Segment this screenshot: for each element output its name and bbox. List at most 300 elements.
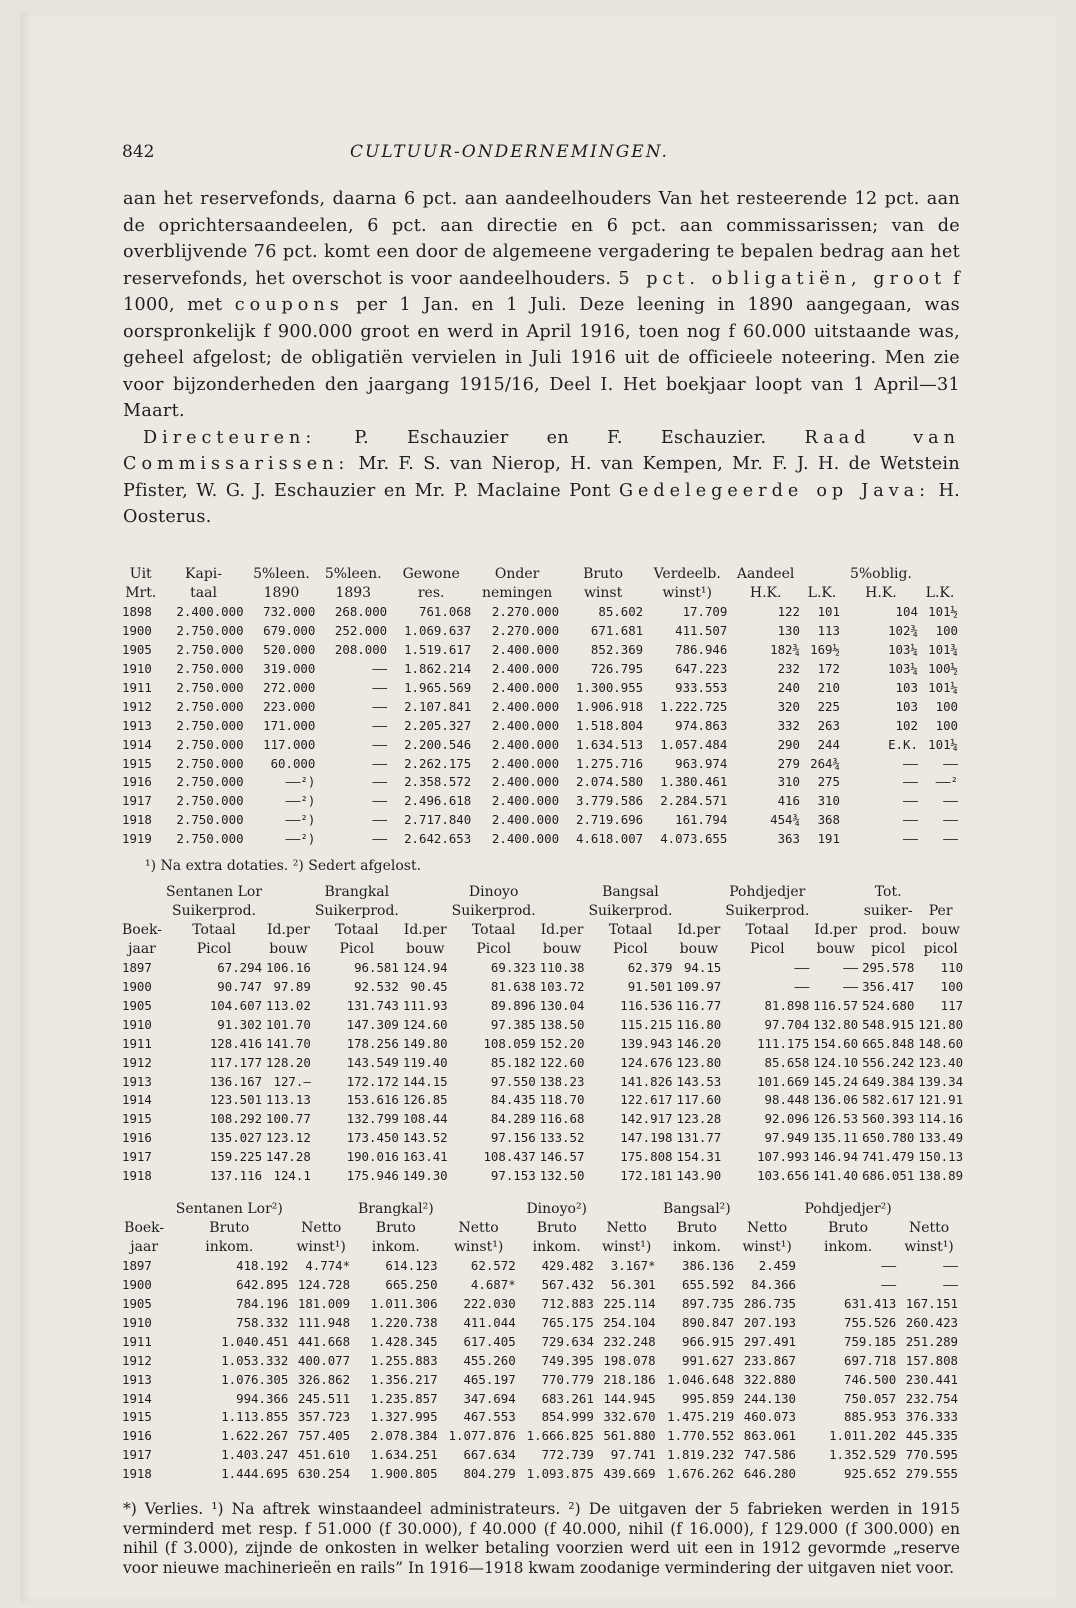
table-cell: 2.400.000 <box>491 698 560 714</box>
table-cell: 84.366 <box>751 1276 796 1292</box>
table-cell: 127.— <box>273 1073 311 1089</box>
table-cell: 108.059 <box>483 1035 536 1051</box>
table-cell: 143.52 <box>402 1130 448 1146</box>
table-cell: —— <box>881 1276 897 1292</box>
table-cell: 411.044 <box>463 1314 516 1330</box>
header-cell: jaar <box>128 940 156 957</box>
table-cell: 122.617 <box>620 1092 673 1108</box>
header-cell: Kapi- <box>185 566 223 582</box>
table-cell: —— <box>943 793 958 809</box>
table-cell: —— <box>881 1257 897 1273</box>
table-row <box>120 603 960 622</box>
body-text <box>123 186 960 531</box>
header-cell: H.K. <box>865 584 897 601</box>
table-cell: 1.819.232 <box>667 1447 735 1463</box>
table-cell: 101.669 <box>757 1073 810 1089</box>
table-cell: 143.549 <box>346 1054 399 1070</box>
table-cell: 376.333 <box>905 1409 958 1425</box>
table-cell: 416 <box>777 793 800 809</box>
table-cell: 319.000 <box>263 660 316 676</box>
table-cell: 113.13 <box>266 1092 311 1108</box>
paragraph-management <box>123 425 960 531</box>
table-cell: 232.754 <box>905 1390 958 1406</box>
table-cell: —— <box>794 978 810 994</box>
table-cell: 104 <box>895 603 918 619</box>
table-cell: 62.572 <box>470 1257 516 1273</box>
table-cell: 102¾ <box>888 622 918 638</box>
table-cell: 2.400.000 <box>491 660 560 676</box>
table-cell: 2.270.000 <box>491 603 560 619</box>
table-cell: 225.114 <box>603 1295 656 1311</box>
table-cell: 272.000 <box>263 679 316 695</box>
table-cell: 113.02 <box>266 997 311 1013</box>
table-row <box>120 1371 960 1390</box>
table-cell: 92.532 <box>354 978 399 994</box>
table-cell: 1911 <box>122 1035 152 1051</box>
table-cell: 101½ <box>928 603 958 619</box>
table-cell: ——² <box>935 774 958 790</box>
table-cell: 17.709 <box>682 603 728 619</box>
table-cell: 122.60 <box>539 1054 585 1070</box>
table-cell: 2.400.000 <box>491 717 560 733</box>
text-obligations: 5 pct. obligatiën, groot <box>618 268 947 289</box>
table-cell: 218.186 <box>603 1371 656 1387</box>
table-cell: 991.627 <box>682 1352 735 1368</box>
table-row <box>120 660 960 679</box>
table-cell: 1.403.247 <box>221 1447 289 1463</box>
table-cell: 761.068 <box>418 603 472 619</box>
table-cell: 2.358.572 <box>404 774 472 790</box>
table-cell: 178.256 <box>346 1035 399 1051</box>
table-cell: 326.862 <box>297 1371 351 1387</box>
table-cell: 111.948 <box>297 1314 351 1330</box>
table-cell: 260.423 <box>905 1314 958 1330</box>
page-number: 842 <box>122 142 155 162</box>
table-cell: 1913 <box>122 717 152 733</box>
table-cell: 1897 <box>122 1257 152 1273</box>
table-cell: 123.12 <box>266 1130 311 1146</box>
header-cell: Netto <box>301 1219 342 1236</box>
table-cell: 116.68 <box>539 1111 585 1127</box>
table-cell: 62.379 <box>627 959 673 975</box>
table-cell: 1912 <box>122 698 152 714</box>
table-cell: ——²) <box>285 831 316 847</box>
table-cell: 650.780 <box>862 1130 915 1146</box>
table-cell: E.K. <box>888 736 918 752</box>
table-cell: —— <box>372 698 388 714</box>
table-cell: 667.634 <box>463 1447 516 1463</box>
table-cell: 135.027 <box>209 1130 263 1146</box>
table-cell: 84.435 <box>490 1092 536 1108</box>
table-cell: 1912 <box>122 1352 152 1368</box>
table-row <box>120 1314 960 1333</box>
table-cell: 995.859 <box>682 1390 735 1406</box>
header-cell: Mrt. <box>125 584 157 601</box>
table-cell: 92.096 <box>764 1111 810 1127</box>
table-cell: 2.400.000 <box>491 812 560 828</box>
table-cell: 279 <box>777 755 800 771</box>
table-cell: 1.906.918 <box>576 698 644 714</box>
table-cell: 1.093.875 <box>526 1466 594 1482</box>
header-cell <box>401 883 450 902</box>
table-cell: 765.175 <box>541 1314 594 1330</box>
table-cell: 2.400.000 <box>491 793 560 809</box>
table-cell: 4.618.007 <box>576 831 644 847</box>
table-cell: 124.10 <box>813 1054 859 1070</box>
table-cell: 254.104 <box>603 1314 656 1330</box>
table-cell: 147.309 <box>346 1016 399 1032</box>
table-cell: 712.883 <box>541 1295 594 1311</box>
table-cell: 149.80 <box>402 1035 448 1051</box>
table-cell: 268.000 <box>334 603 388 619</box>
header-cell: L.K. <box>807 584 837 601</box>
table-cell: 144.945 <box>603 1390 656 1406</box>
table-cell: 741.479 <box>862 1149 915 1165</box>
table-cell: 332 <box>777 717 800 733</box>
table-cell: 223.000 <box>263 698 316 714</box>
header-cell: bouw <box>816 940 855 957</box>
table-cell: —— <box>372 812 388 828</box>
table-cell: 97.156 <box>490 1130 536 1146</box>
header-cell: picol <box>871 940 906 957</box>
table-cell: —— <box>372 679 388 695</box>
header-cell: Id.per <box>814 921 858 938</box>
table-cell: 108.437 <box>483 1149 536 1165</box>
table-cell: 726.795 <box>590 660 644 676</box>
header-cell: Id.per <box>403 921 447 938</box>
table-cell: 1.622.267 <box>221 1428 289 1444</box>
table-cell: —— <box>943 812 958 828</box>
table-cell: 332.670 <box>603 1409 656 1425</box>
header-cell: Gewone <box>402 566 460 582</box>
table-cell: 100 <box>935 698 958 714</box>
header-cell: Bruto <box>583 566 624 582</box>
table-cell: 582.617 <box>862 1092 915 1108</box>
table-cell: —— <box>372 774 388 790</box>
table-cell: 133.52 <box>539 1130 585 1146</box>
header-cell: Suikerprod. <box>314 902 399 919</box>
table-cell: 697.718 <box>843 1352 897 1368</box>
table-cell: 679.000 <box>263 622 316 638</box>
table-cell: 172.181 <box>620 1168 673 1184</box>
table-cell: 154.60 <box>813 1035 859 1051</box>
table-row <box>120 830 960 849</box>
table-cell: 100 <box>935 622 958 638</box>
table-cell: 1917 <box>122 793 152 809</box>
header-cell: inkom. <box>532 1238 581 1255</box>
table-row <box>120 1257 960 1276</box>
header-cell: Bangsal <box>602 884 659 900</box>
header-cell: bouw <box>542 940 582 957</box>
table-cell: —— <box>794 959 810 975</box>
table-cell: 98.448 <box>764 1092 810 1108</box>
table-cell: 1.235.857 <box>370 1390 438 1406</box>
table-cell: 101¼ <box>928 679 958 695</box>
table-cell: —— <box>372 755 388 771</box>
table-cell: 2.074.580 <box>576 774 644 790</box>
table-cell: 81.638 <box>490 978 536 994</box>
header-cell: Sentanen Lor <box>165 884 263 900</box>
header-cell <box>596 1200 658 1219</box>
table-cell: 786.946 <box>675 641 728 657</box>
header-cell: res. <box>417 584 445 601</box>
table-cell: 132.50 <box>539 1168 585 1184</box>
header-cell <box>538 883 587 902</box>
table-row <box>120 1054 965 1073</box>
table-cell: —— <box>943 1257 958 1273</box>
table-cell: 520.000 <box>263 641 316 657</box>
header-cell: 5%leen. <box>324 566 382 582</box>
table-cell: 191 <box>817 831 840 847</box>
table-cell: 966.915 <box>682 1333 735 1349</box>
table-row <box>120 1333 960 1352</box>
table-cell: ——²) <box>285 793 316 809</box>
table-cell: 320 <box>777 698 800 714</box>
table-cell: 139.943 <box>620 1035 673 1051</box>
table-cell: 126.53 <box>813 1111 859 1127</box>
table-cell: 1.076.305 <box>221 1371 289 1387</box>
table-cell: 2.719.696 <box>576 812 644 828</box>
table-cell: 100.77 <box>266 1111 311 1127</box>
table-cell: 665.250 <box>385 1276 438 1292</box>
income-table-footnote: *) Verlies. ¹) Na aftrek winstaandeel administrateurs. ²) De uitgaven der 5 fabrieken werden in 1915 verminderd met resp. f 51.000 (f 30.000), f 40.000 (f 40.000, nihil (f 16.000), f 129.000 (f 300.000) en nihil (f 3.000), zijnde de onkosten in welker betaling voorzien werd uit een in 1912 gevormde „reserve voor nieuwe machinerieën en rails” In 1916—1918 kwam zoodanige vermindering der uitgaven niet voor. <box>123 1500 960 1577</box>
table-cell: 244.130 <box>743 1390 796 1406</box>
table-cell: 630.254 <box>297 1466 351 1482</box>
table-cell: 665.848 <box>862 1035 915 1051</box>
table-cell: 264¾ <box>810 755 840 771</box>
table-cell: 1912 <box>122 1054 152 1070</box>
table-cell: 429.482 <box>541 1257 594 1273</box>
text-amount: f 1000, met <box>123 268 960 315</box>
header-cell: Picol <box>613 940 648 957</box>
header-cell: Bruto <box>375 1219 416 1236</box>
table-cell: 159.225 <box>209 1149 263 1165</box>
table-cell: 91.501 <box>627 978 673 994</box>
header-cell: Pohdjedjer²) <box>804 1201 892 1217</box>
table-cell: 116.57 <box>813 997 859 1013</box>
header-cell: Uit <box>129 566 152 582</box>
table-row <box>120 1276 960 1295</box>
table-cell: 1.634.251 <box>370 1447 438 1463</box>
text-coupons: coupons <box>234 295 344 315</box>
table-cell: 2.750.000 <box>176 698 244 714</box>
table-cell: 1.676.262 <box>667 1466 735 1482</box>
table-cell: 141.826 <box>620 1073 673 1089</box>
table-cell: 1.770.552 <box>667 1428 735 1444</box>
header-cell: H.K. <box>749 584 782 601</box>
table-cell: 279.555 <box>905 1466 958 1482</box>
table-cell: 994.366 <box>236 1390 289 1406</box>
table-cell: 117.000 <box>263 736 316 752</box>
header-cell: L.K. <box>925 584 955 601</box>
header-cell: 5%oblig. <box>849 566 912 582</box>
table-cell: 110.38 <box>539 959 585 975</box>
table-cell: 172 <box>817 660 840 676</box>
table-cell: 2.750.000 <box>176 793 244 809</box>
header-cell: Suikerprod. <box>451 902 536 919</box>
table-cell: 2.400.000 <box>491 679 560 695</box>
table-cell: 142.917 <box>620 1111 673 1127</box>
table-cell: 116.77 <box>676 997 722 1013</box>
header-cell: 5%leen. <box>253 566 310 582</box>
table-cell: 854.999 <box>541 1409 594 1425</box>
paragraph-company-info <box>123 186 960 425</box>
table-cell: 225 <box>817 698 840 714</box>
table-cell: 750.057 <box>843 1390 897 1406</box>
table-cell: 103.656 <box>757 1168 810 1184</box>
table-row <box>120 1110 965 1129</box>
header-cell: inkom. <box>371 1238 420 1255</box>
table-cell: 686.051 <box>862 1168 915 1184</box>
table-cell: 94.15 <box>683 959 722 975</box>
header-cell: Boek- <box>124 1219 165 1236</box>
table-cell: 755.526 <box>843 1314 897 1330</box>
table-cell: 455.260 <box>463 1352 516 1368</box>
table-cell: 286.735 <box>743 1295 796 1311</box>
table-cell: 138.23 <box>539 1073 585 1089</box>
table-cell: 1913 <box>122 1371 152 1387</box>
header-cell <box>736 1200 798 1219</box>
table-cell: 101.70 <box>266 1016 311 1032</box>
table-cell: 123.40 <box>918 1054 964 1070</box>
table-cell: 163.41 <box>402 1149 448 1165</box>
table-cell: 1910 <box>122 1016 152 1032</box>
table-row <box>120 755 960 774</box>
table-cell: 804.279 <box>463 1466 516 1482</box>
header-cell: winst¹) <box>662 584 712 601</box>
table-cell: 1915 <box>122 755 152 771</box>
header-cell <box>264 902 313 921</box>
table-cell: 1916 <box>122 1130 152 1146</box>
table-cell: 233.867 <box>743 1352 796 1368</box>
table-cell: 784.196 <box>236 1295 289 1311</box>
table-cell: —— <box>372 793 388 809</box>
table-cell: 567.432 <box>541 1276 594 1292</box>
table-cell: 108.44 <box>402 1111 448 1127</box>
table-cell: 119.40 <box>402 1054 448 1070</box>
header-cell: Sentanen Lor²) <box>175 1201 283 1217</box>
table-cell: 103¼ <box>888 660 918 676</box>
table-cell: 128.20 <box>266 1054 311 1070</box>
table-cell: 152.20 <box>539 1035 585 1051</box>
table-cell: 97.550 <box>490 1073 536 1089</box>
table-header-row <box>120 902 965 921</box>
header-cell: Dinoyo²) <box>526 1201 588 1217</box>
header-cell: Verdeelb. <box>653 566 721 582</box>
table-cell: 3.167* <box>610 1257 656 1273</box>
table-row <box>120 1073 965 1092</box>
table-cell: 2.496.618 <box>404 793 472 809</box>
header-cell: Bruto <box>536 1219 577 1236</box>
table-cell: 121.91 <box>918 1092 964 1108</box>
table-cell: 1910 <box>122 660 152 676</box>
page-header <box>122 142 922 168</box>
table-cell: —— <box>943 1276 958 1292</box>
table-row <box>120 622 960 641</box>
table-cell: 171.000 <box>263 717 316 733</box>
table-cell: 933.553 <box>675 679 728 695</box>
table-cell: 617.405 <box>463 1333 516 1349</box>
table-cell: 863.061 <box>743 1428 796 1444</box>
table-cell: 1917 <box>122 1447 152 1463</box>
header-cell: Picol <box>339 940 375 957</box>
table-cell: 1.634.513 <box>576 736 644 752</box>
table-row <box>120 1427 960 1446</box>
table-cell: 4.687* <box>470 1276 516 1292</box>
header-cell: Netto <box>606 1219 647 1236</box>
table-cell: 1915 <box>122 1409 152 1425</box>
table-cell: 124.728 <box>297 1276 351 1292</box>
table-cell: 148.60 <box>918 1035 964 1051</box>
table-cell: —— <box>903 812 918 828</box>
header-cell: jaar <box>130 1238 159 1255</box>
table-cell: 2.262.175 <box>404 755 472 771</box>
table-cell: ——²) <box>285 774 316 790</box>
table-cell: 2.717.840 <box>404 812 472 828</box>
table-cell: 130 <box>777 622 800 638</box>
table-cell: 1918 <box>122 812 152 828</box>
table-cell: 145.24 <box>813 1073 859 1089</box>
table-cell: 263 <box>817 717 840 733</box>
header-cell: Id.per <box>266 921 310 938</box>
table-cell: 1.046.648 <box>667 1371 735 1387</box>
table-cell: 897.735 <box>682 1295 735 1311</box>
table-cell: 747.586 <box>743 1447 796 1463</box>
table-cell: 132.799 <box>346 1111 399 1127</box>
table-cell: 97.89 <box>273 978 311 994</box>
header-cell: 1893 <box>335 584 372 601</box>
table-cell: 128.416 <box>209 1035 263 1051</box>
table-cell: 1898 <box>122 603 152 619</box>
table-cell: 2.400.000 <box>491 755 560 771</box>
table-cell: 161.794 <box>675 812 728 828</box>
header-cell: bouw <box>679 940 719 957</box>
table-cell: 117 <box>940 997 964 1013</box>
table-cell: 561.880 <box>603 1428 656 1444</box>
header-cell <box>811 883 860 902</box>
table-cell: 749.395 <box>541 1352 594 1368</box>
table-cell: 1.220.738 <box>370 1314 438 1330</box>
table-cell: 1905 <box>122 1295 152 1311</box>
header-cell: Totaal <box>608 921 653 938</box>
table-cell: 136.167 <box>209 1073 263 1089</box>
table-cell: 175.808 <box>620 1149 673 1165</box>
table-cell: 4.774* <box>305 1257 351 1273</box>
header-cell: taal <box>190 584 217 601</box>
table-cell: 2.750.000 <box>176 774 244 790</box>
table-cell: 121.80 <box>918 1016 964 1032</box>
table-cell: 1.518.804 <box>576 717 644 733</box>
table-cell: ——²) <box>285 812 316 828</box>
table-cell: 69.323 <box>490 959 536 975</box>
table-cell: 614.123 <box>385 1257 438 1273</box>
table-cell: 84.289 <box>490 1111 536 1127</box>
table-cell: 135.11 <box>813 1130 859 1146</box>
table-cell: 2.078.384 <box>370 1428 438 1444</box>
table-cell: 2.459 <box>758 1257 796 1273</box>
table-cell: 167.151 <box>905 1295 958 1311</box>
table-cell: —— <box>843 978 859 994</box>
capital-table-footnote: ¹) Na extra dotaties. ²) Sedert afgelost. <box>145 858 422 874</box>
header-cell: Pohdjedjer <box>729 884 806 900</box>
table-cell: 139.34 <box>918 1073 964 1089</box>
table-cell: 147.198 <box>620 1130 673 1146</box>
table-cell: 123.80 <box>676 1054 722 1070</box>
table-cell: 548.915 <box>862 1016 915 1032</box>
table-cell: 2.284.571 <box>660 793 728 809</box>
header-cell: 1890 <box>263 584 300 601</box>
table-cell: 251.289 <box>905 1333 958 1349</box>
